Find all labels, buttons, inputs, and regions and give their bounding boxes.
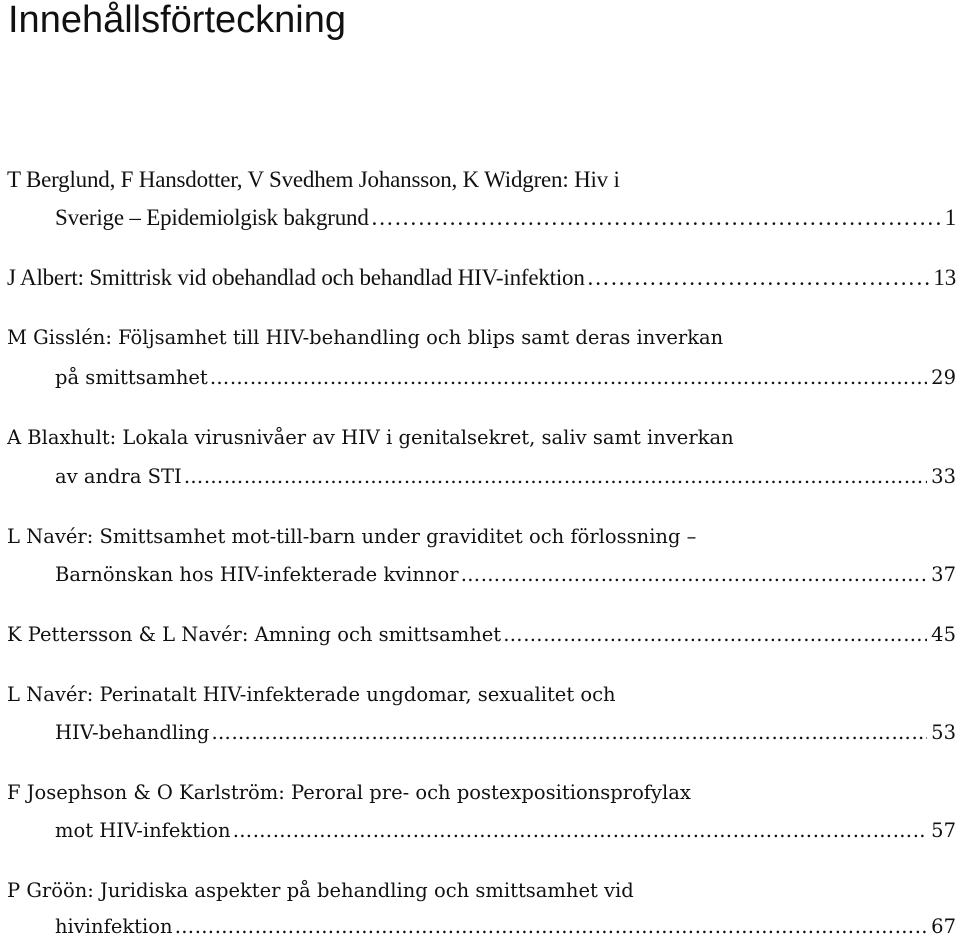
toc-entry-leader-row <box>55 202 956 234</box>
dot-leader <box>503 619 927 651</box>
toc-entry-title-line: A Blaxhult: Lokala virusnivåer av HIV i genitalsekret, saliv samt inverkan <box>7 426 734 449</box>
toc-entry-title-line: K Pettersson & L Navér: Amning och smittsamhet <box>7 623 502 646</box>
toc-entry-leader-row <box>55 911 956 943</box>
dot-leader <box>175 911 928 943</box>
toc-entry-title-line: L Navér: Perinatalt HIV-infekterade ungdomar, sexualitet och <box>7 683 616 706</box>
dot-leader <box>587 262 930 294</box>
toc-entry-leader-row <box>7 619 956 651</box>
toc-entry-title-continuation: HIV-behandling <box>55 721 210 744</box>
toc-page-number: 29 <box>931 366 956 389</box>
dot-leader <box>210 362 927 394</box>
toc-entry-title-continuation: mot HIV-infektion <box>55 819 231 842</box>
toc-entry-title-line: T Berglund, F Hansdotter, V Svedhem Johansson, K Widgren: Hiv i <box>7 167 620 192</box>
toc-entry-title-continuation: Sverige – Epidemiolgisk bakgrund <box>55 205 369 230</box>
toc-page-number: 33 <box>931 465 956 488</box>
toc-entry-title-line: F Josephson & O Karlström: Peroral pre- och postexpositionsprofylax <box>7 781 691 804</box>
toc-entry-leader-row <box>7 262 956 294</box>
toc-page-number: 13 <box>933 265 956 290</box>
dot-leader <box>461 559 928 591</box>
toc-entry-leader-row <box>55 815 956 847</box>
dot-leader <box>233 815 928 847</box>
toc-page-number: 53 <box>931 721 956 744</box>
toc-entry-title-line: M Gisslén: Följsamhet till HIV-behandling och blips samt deras inverkan <box>7 326 724 349</box>
toc-entry-leader-row <box>55 362 956 394</box>
toc-page-number: 67 <box>931 915 956 938</box>
page-title: Innehållsförteckning <box>8 0 346 41</box>
toc-page-number: 1 <box>944 205 956 230</box>
toc-entry-title-line: P Gröön: Juridiska aspekter på behandling och smittsamhet vid <box>7 879 634 902</box>
toc-entry-title-continuation: av andra STI <box>55 465 182 488</box>
toc-entry-leader-row <box>55 461 956 493</box>
toc-page-number: 37 <box>931 563 956 586</box>
toc-entry-title-continuation: Barnönskan hos HIV-infekterade kvinnor <box>55 563 459 586</box>
toc-entry-leader-row <box>55 559 956 591</box>
toc-entry-title-continuation: på smittsamhet <box>55 366 208 389</box>
toc-entry-title-continuation: hivinfektion <box>55 915 173 938</box>
toc-page-number: 57 <box>931 819 956 842</box>
toc-entry-title-line: J Albert: Smittrisk vid obehandlad och behandlad HIV-infektion <box>7 265 585 290</box>
dot-leader <box>211 717 927 749</box>
toc-entry-title-line: L Navér: Smittsamhet mot-till-barn under graviditet och förlossning – <box>7 525 697 548</box>
dot-leader <box>184 461 927 493</box>
toc-page-number: 45 <box>931 623 956 646</box>
dot-leader <box>371 202 941 234</box>
toc-entry-leader-row <box>55 717 956 749</box>
